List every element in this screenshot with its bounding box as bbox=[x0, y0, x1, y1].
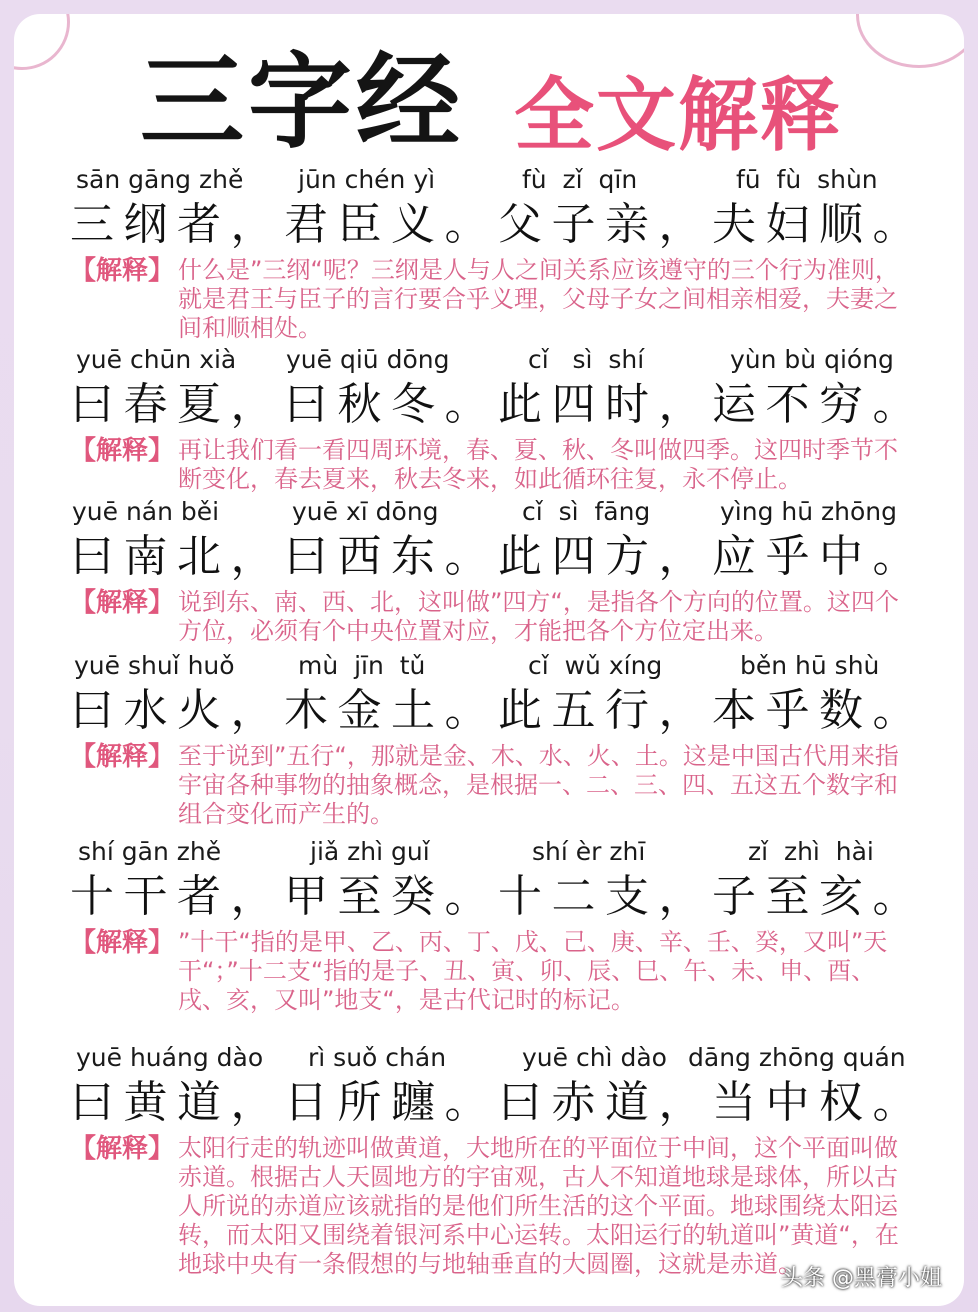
page-subtitle: 全文解释 bbox=[514, 69, 842, 162]
pinyin-text: yuē huáng dào bbox=[76, 1043, 264, 1072]
verse-block bbox=[70, 836, 926, 1015]
pinyin-text: shí èr zhī bbox=[532, 837, 646, 866]
explanation-text: ”十干“指的是甲、乙、丙、丁、戊、己、庚、辛、壬、癸，又叫”天干“；”十二支“指的是子、丑、寅、卯、辰、巳、午、未、申、酉、戌、亥，又叫”地支“，是古代记时的标记。 bbox=[178, 928, 888, 1014]
pinyin-text: yuē shuǐ huǒ bbox=[74, 651, 235, 680]
explanation-tag: 【解释】 bbox=[70, 436, 175, 466]
pinyin-row bbox=[70, 344, 920, 376]
title-header bbox=[14, 42, 964, 162]
explanation-text: 说到东、南、西、北，这叫做”四方“，是指各个方向的位置。这四个方位，必须有个中央位置对应，才能把各个方位定出来。 bbox=[178, 588, 899, 645]
verse-block bbox=[70, 496, 926, 646]
page-title: 三字经 bbox=[140, 41, 465, 163]
verse-text: 三纲者，君臣义。父子亲，夫妇顺。 bbox=[70, 199, 926, 250]
pinyin-text: yuē chì dào bbox=[522, 1043, 667, 1072]
pinyin-text: cǐ sì shí bbox=[528, 345, 645, 374]
pinyin-text: fù zǐ qīn bbox=[522, 165, 638, 194]
explanation bbox=[70, 928, 910, 1015]
pinyin-text: rì suǒ chán bbox=[308, 1043, 447, 1072]
explanation bbox=[70, 1134, 910, 1279]
pinyin-row bbox=[70, 836, 920, 868]
explanation-tag: 【解释】 bbox=[70, 1134, 175, 1164]
watermark-text: 头条 @黑膏小姐 bbox=[781, 1266, 942, 1291]
pinyin-text: jiǎ zhì guǐ bbox=[310, 837, 430, 866]
pinyin-row bbox=[70, 164, 920, 196]
explanation-tag: 【解释】 bbox=[70, 588, 175, 618]
verse-text: 曰黄道，日所躔。曰赤道，当中权。 bbox=[70, 1077, 926, 1128]
explanation-tag: 【解释】 bbox=[70, 256, 175, 286]
verse-block bbox=[70, 650, 926, 829]
pinyin-text: fū fù shùn bbox=[736, 165, 878, 194]
pinyin-text: dāng zhōng quán bbox=[688, 1043, 906, 1072]
pinyin-text: zǐ zhì hài bbox=[748, 837, 874, 866]
pinyin-text: yuē xī dōng bbox=[292, 497, 439, 526]
pinyin-row bbox=[70, 650, 920, 682]
pinyin-text: yìng hū zhōng bbox=[720, 497, 898, 526]
explanation bbox=[70, 742, 910, 829]
verse-text: 曰水火，木金土。此五行，本乎数。 bbox=[70, 685, 926, 736]
pinyin-text: mù jīn tǔ bbox=[298, 651, 426, 680]
verse-text: 曰南北，曰西东。此四方，应乎中。 bbox=[70, 531, 926, 582]
pinyin-text: běn hū shù bbox=[740, 651, 880, 680]
pinyin-text: jūn chén yì bbox=[298, 165, 436, 194]
pinyin-text: cǐ wǔ xíng bbox=[528, 651, 663, 680]
explanation-text: 太阳行走的轨迹叫做黄道，大地所在的平面位于中间，这个平面叫做赤道。根据古人天圆地方的宇宙观，古人不知道地球是球体，所以古人所说的赤道应该就指的是他们所生活的这个平面。地球围绕太阳运转，而太阳又围绕着银河系中心运转。太阳运行的轨道叫”黄道“，在地球中央有一条假想的与地轴垂直的大圆圈，这就是赤道。 bbox=[178, 1134, 899, 1278]
explanation-tag: 【解释】 bbox=[70, 928, 175, 958]
explanation bbox=[70, 588, 910, 646]
explanation-text: 再让我们看一看四周环境，春、夏、秋、冬叫做四季。这四时季节不断变化，春去夏来，秋去冬来，如此循环往复，永不停止。 bbox=[178, 436, 898, 493]
explanation-text: 什么是”三纲“呢？三纲是人与人之间关系应该遵守的三个行为准则，就是君王与臣子的言行要合乎义理，父母子女之间相亲相爱，夫妻之间和顺相处。 bbox=[178, 256, 899, 342]
pinyin-text: shí gān zhě bbox=[78, 837, 222, 866]
pinyin-text: cǐ sì fāng bbox=[522, 497, 651, 526]
pinyin-text: yùn bù qióng bbox=[730, 345, 894, 374]
explanation bbox=[70, 436, 910, 494]
content-card bbox=[14, 14, 964, 1306]
verse-text: 曰春夏，曰秋冬。此四时，运不穷。 bbox=[70, 379, 926, 430]
verse-block bbox=[70, 344, 926, 494]
explanation-tag: 【解释】 bbox=[70, 742, 175, 772]
verse-block bbox=[70, 1042, 926, 1279]
verse-text: 十干者，甲至癸。十二支，子至亥。 bbox=[70, 871, 926, 922]
verse-block bbox=[70, 164, 926, 343]
pinyin-row bbox=[70, 1042, 920, 1074]
explanation bbox=[70, 256, 910, 343]
pinyin-text: yuē nán běi bbox=[72, 497, 220, 526]
pinyin-text: yuē qiū dōng bbox=[286, 345, 450, 374]
pinyin-text: sān gāng zhě bbox=[76, 165, 244, 194]
explanation-text: 至于说到”五行“，那就是金、木、水、火、土。这是中国古代用来指宇宙各种事物的抽象概念，是根据一、二、三、四、五这五个数字和组合变化而产生的。 bbox=[178, 742, 899, 828]
pinyin-row bbox=[70, 496, 920, 528]
pinyin-text: yuē chūn xià bbox=[76, 345, 237, 374]
